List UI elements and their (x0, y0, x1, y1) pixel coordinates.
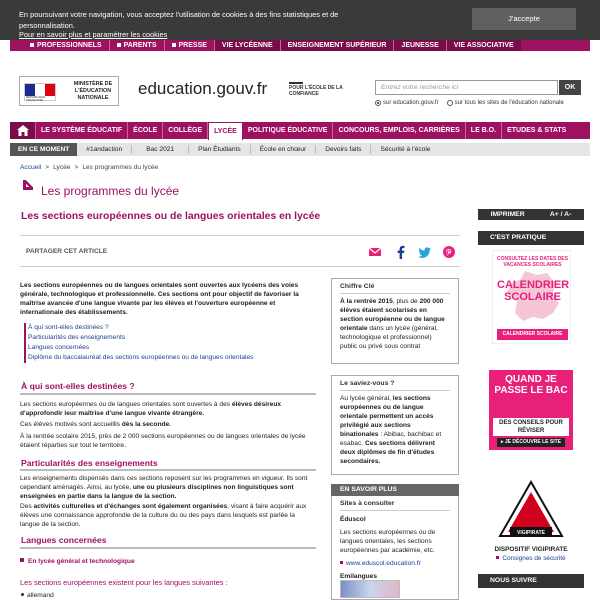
scope-label: sur education.gouv.fr (383, 100, 439, 106)
section-title: Les programmes du lycée (41, 184, 180, 198)
box-text: dans un lycée (général, technologique et professionnel) public ou privé sous contrat (340, 325, 438, 350)
main-nav (10, 122, 590, 139)
topnav-item-vie-associative[interactable]: VIE ASSOCIATIVE (447, 40, 521, 51)
en-ce-moment-bar (10, 143, 590, 156)
bac-button-label: JE DÉCOUVRE LE SITE (504, 439, 562, 445)
vigipirate-label: VIGIPIRATE (517, 530, 545, 536)
republique-label: RÉPUBLIQUE FRANÇAISE (26, 95, 46, 102)
section-heading: Langues concernées (21, 535, 107, 545)
cookie-accept-button[interactable]: J'accepte (472, 8, 576, 30)
moment-item[interactable]: École en chœur (251, 145, 317, 154)
ministry-logo[interactable] (19, 76, 119, 106)
cookie-banner (0, 0, 600, 40)
print-toolbar (478, 209, 584, 220)
nav-ecole[interactable]: ÉCOLE (128, 122, 163, 139)
key-figure-box (331, 278, 459, 364)
calendrier-card[interactable] (492, 250, 571, 344)
scope-option-all[interactable] (447, 100, 564, 106)
tagline (289, 82, 357, 97)
paragraph-bold: élèves désireux d'approfondir leur maîtrise d'une langue vivante étrangère. (20, 401, 282, 417)
divider (20, 235, 460, 236)
toc-link[interactable]: À qui sont-elles destinées ? (28, 324, 109, 331)
emilangues-thumbnail[interactable] (340, 580, 400, 598)
topnav-item-vie-lyceenne[interactable]: VIE LYCÉENNE (215, 40, 281, 51)
subsection-heading[interactable] (20, 557, 316, 566)
box-text: Au lycée général, (340, 395, 393, 402)
bac-button[interactable] (497, 438, 565, 447)
emilangues-title: Emilangues (340, 573, 378, 580)
bullet-icon (20, 558, 24, 562)
nav-etudes-stats[interactable]: ETUDES & STATS (507, 127, 567, 134)
paragraph: À la rentrée scolaire 2015, près de 2 000 sections européennes ou de langues orientales de lycée étaient réparties sur tout le territoire. (20, 433, 306, 449)
bac-title: QUAND JE PASSE LE BAC (494, 374, 568, 396)
font-size-button[interactable]: A+ / A- (549, 211, 572, 218)
calendrier-button[interactable]: CALENDRIER SCOLAIRE (497, 329, 568, 340)
top-nav (10, 40, 590, 51)
calendrier-top-text: CONSULTEZ LES DATES DES VACANCES SCOLAIRES (497, 256, 568, 268)
square-icon (30, 43, 34, 47)
toc-link[interactable]: Diplôme du baccalauréat des sections européennes ou de langues orientales (28, 354, 254, 361)
bullet-icon (496, 556, 499, 559)
box-bold: Ces sections délivrent deux diplômes de fin d'études secondaires. (340, 440, 435, 465)
scope-label: sur tous les sites de l'éducation nationale (454, 100, 564, 106)
square-icon (117, 43, 121, 47)
paragraph (20, 502, 316, 529)
subsection-label: En lycée général et technologique (28, 558, 135, 565)
twitter-icon[interactable] (418, 245, 432, 259)
nav-college[interactable]: COLLÈGE (163, 122, 208, 139)
bullet-icon (340, 561, 343, 564)
topnav-label: PARENTS (123, 42, 157, 49)
paragraph-text: Les enseignements dispensés dans ces sections reposent sur les programmes en vigueur. Ils sont cependant aménagés. Ainsi, au lycée, (20, 475, 308, 491)
en-ce-moment-label: EN CE MOMENT (10, 143, 77, 156)
paragraph (20, 400, 316, 418)
vigipirate-title: DISPOSITIF VIGIPIRATE (494, 546, 568, 553)
paragraph-bold: dès la seconde. (121, 421, 171, 428)
paragraph (20, 474, 316, 501)
tagline-text: POUR L'ÉCOLE DE LA CONFIANCE (289, 85, 343, 97)
pinterest-icon[interactable] (442, 245, 456, 259)
divider (20, 266, 460, 267)
box-bold: 200 000 élèves étaient scolarisés en section européenne ou de langue orientale (340, 298, 445, 332)
box-text: , plus de (392, 298, 420, 305)
scope-option-site[interactable] (375, 100, 439, 106)
calendrier-title: CALENDRIER SCOLAIRE (497, 279, 570, 303)
table-of-contents (24, 323, 316, 363)
paragraph-text: Ces élèves motivés sont accueillis (20, 421, 122, 428)
section-underline (20, 469, 316, 471)
paragraph-text: Les sections européennes ou de langues orientales sont ouvertes à des (20, 401, 232, 408)
nav-systeme-educatif[interactable]: LE SYSTÈME ÉDUCATIF (36, 122, 128, 139)
nous-suivre-header: NOUS SUIVRE (478, 574, 584, 588)
bac-card[interactable] (489, 370, 573, 450)
eduscol-title: Éduscol (340, 516, 366, 523)
search-button[interactable]: OK (559, 80, 581, 95)
breadcrumb-separator: > (74, 164, 79, 171)
box-subtitle: Sites à consulter (340, 496, 450, 511)
share-label: PARTAGER CET ARTICLE (26, 248, 108, 255)
moment-item[interactable]: Plan Étudiants (189, 145, 251, 154)
box-body (332, 294, 458, 355)
breadcrumb (20, 164, 158, 171)
breadcrumb-lycee[interactable]: Lycée (53, 164, 71, 171)
article-lede: Les sections européennes ou de langues orientales sont ouvertes aux lycéens des voies générale, technologique et professionnelle. Ces sections ont pour objectif de favoriser la maîtrise avancée d'une langue vivante par les élèves et l'ouverture européenne et internationale des établissements. (20, 282, 299, 316)
section-arrow-icon (21, 178, 35, 192)
search-scope (375, 100, 572, 106)
breadcrumb-accueil[interactable]: Accueil (20, 164, 42, 171)
moment-item[interactable]: Sécurité à l'école (380, 146, 431, 153)
moment-item[interactable]: Bac 2021 (132, 145, 189, 154)
box-body (332, 391, 458, 470)
section-underline (20, 393, 316, 395)
moment-item[interactable]: Devoirs faits (316, 145, 371, 154)
box-bold: les sections européennes ou de langue orientale permettent un accès privilégié aux sections binationales (340, 395, 434, 438)
box-title: Chiffre Clé (340, 279, 450, 294)
bullet-icon (21, 593, 24, 596)
section-underline (20, 547, 316, 549)
topnav-label: PRESSE (178, 42, 207, 49)
vigipirate-link-label: Consignes de sécurité (502, 555, 566, 562)
page-title: Les sections européennes ou de langues orientales en lycée (21, 211, 321, 222)
topnav-item-presse[interactable] (165, 40, 215, 51)
section-heading: À qui sont-elles destinées ? (21, 381, 135, 391)
paragraph-text: , visant à faire acquérir aux élèves une connaissance approfondie de la culture du ou des pays dans lesquels est parlée la langue de la section. (20, 503, 307, 528)
eduscol-description: Les sections européennes ou de langues orientales, les sections européennes par académie, etc. (340, 529, 436, 554)
did-you-know-box (331, 375, 459, 475)
paragraph-bold: activités culturelles et d'échanges sont également organisées (33, 503, 228, 510)
breadcrumb-separator: > (45, 164, 50, 171)
cest-pratique-header: C'EST PRATIQUE (478, 231, 584, 245)
moment-item[interactable]: #1andaction (77, 145, 132, 154)
list-item-label: allemand (27, 592, 54, 599)
box-text: : Abibac, bachibac et esabac. (340, 431, 442, 447)
topnav-item-jeunesse[interactable]: JEUNESSE (394, 40, 446, 51)
bac-subtitle: DES CONSEILS POUR RÉVISER (493, 418, 569, 436)
nav-politique-educative[interactable]: POLITIQUE ÉDUCATIVE (243, 122, 334, 139)
nav-lycee[interactable]: LYCÉE (208, 122, 243, 140)
nav-bo[interactable]: LE B.O. (466, 122, 502, 139)
section-heading: Particularités des enseignements (21, 458, 158, 468)
square-icon (172, 43, 176, 47)
box-bold: À la rentrée 2015 (340, 298, 393, 305)
eduscol-link[interactable] (332, 559, 458, 572)
paragraph (20, 420, 316, 429)
email-icon[interactable] (368, 245, 382, 259)
print-button[interactable]: IMPRIMER (490, 211, 525, 218)
topnav-item-professionnels[interactable] (10, 40, 110, 51)
site-title[interactable]: education.gouv.fr (138, 79, 268, 98)
box-title: Le saviez-vous ? (340, 376, 450, 391)
search-input[interactable]: Entrez votre recherche ici (375, 80, 558, 95)
paragraph: Les sections européennes existent pour les langues suivantes : (20, 578, 228, 587)
en-savoir-plus-box (331, 496, 459, 600)
topnav-item-parents[interactable] (110, 40, 165, 51)
tagline-bar-icon (289, 82, 303, 84)
en-savoir-plus-header: EN SAVOIR PLUS (331, 484, 459, 496)
topnav-label: PROFESSIONNELS (37, 42, 102, 49)
vigipirate-link[interactable] (478, 555, 584, 562)
nav-concours[interactable]: CONCOURS, EMPLOIS, CARRIÈRES (333, 122, 465, 139)
cookie-settings-link[interactable]: Pour en savoir plus et paramétrer les cookies (19, 30, 168, 39)
cookie-text: En poursuivant votre navigation, vous acceptez l'utilisation de cookies à des fins statistiques et de personnalisation. (19, 10, 339, 30)
topnav-item-enseignement-superieur[interactable]: ENSEIGNEMENT SUPÉRIEUR (281, 40, 395, 51)
facebook-icon[interactable] (394, 245, 408, 259)
marianne-logo-icon (24, 83, 56, 101)
radio-checked-icon (375, 100, 381, 106)
paragraph-bold: une ou plusieurs disciplines non linguistiques sont enseignées en partie dans la langue de la section. (20, 484, 294, 500)
eduscol-link-label: www.eduscol.education.fr (346, 560, 421, 567)
arrow-right-icon: ▸ (500, 439, 505, 445)
home-icon (17, 125, 29, 136)
list-item (20, 591, 316, 600)
paragraph-text: Des (20, 503, 34, 510)
home-button[interactable] (10, 122, 36, 139)
toc-link[interactable]: Langues concernées (28, 344, 90, 351)
toc-link[interactable]: Particularités des enseignements (28, 334, 126, 341)
breadcrumb-current: Les programmes du lycée (82, 164, 159, 171)
ministry-name: MINISTÈRE DE L'ÉDUCATION NATIONALE (73, 81, 113, 101)
radio-icon (447, 100, 453, 106)
